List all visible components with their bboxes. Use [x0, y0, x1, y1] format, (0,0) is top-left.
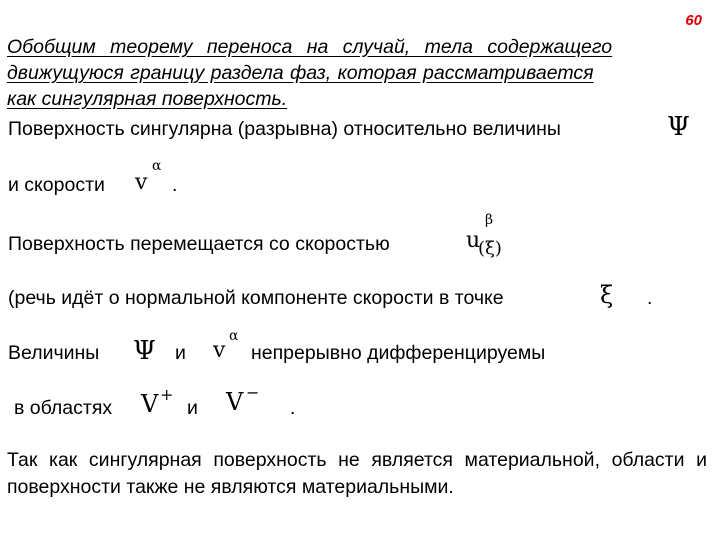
normal-component-text: (речь идёт о нормальной компоненте скорости в точке [8, 287, 504, 309]
alpha-superscript: α [152, 158, 162, 174]
page-number: 60 [685, 12, 702, 29]
in-regions-text: в областях [14, 397, 113, 419]
and-word-1: и [175, 342, 186, 364]
psi-symbol: Ψ [667, 112, 690, 142]
v-plus-symbol: V [141, 390, 159, 418]
differentiable-text: непрерывно дифференцируемы [251, 342, 546, 364]
quantities-label: Величины [8, 342, 100, 364]
v-symbol: v [135, 170, 148, 195]
beta-superscript: β [485, 212, 494, 228]
period-2: . [647, 287, 653, 309]
period-3: . [290, 397, 296, 419]
and-word-2: и [187, 397, 198, 419]
intro-line-2: движущуюся границу раздела фаз, которая рассматривается [7, 62, 594, 84]
period-1: . [172, 174, 178, 196]
xi-symbol: ξ [600, 281, 614, 309]
xi-argument: (ξ) [478, 238, 502, 259]
surface-moves-text: Поверхность перемещается со скоростью [8, 233, 390, 255]
intro-line-3: как сингулярная поверхность. [7, 88, 288, 110]
singular-surface-text: Поверхность сингулярна (разрывна) относительно величины [8, 118, 561, 140]
intro-line-1: Обобщим теорему переноса на случай, тела содержащего [7, 36, 613, 58]
u-symbol: u [466, 228, 481, 253]
psi-symbol-2: Ψ [133, 336, 156, 366]
v-minus-symbol: V [226, 388, 244, 416]
final-paragraph: Так как сингулярная поверхность не является материальной, области и поверхности также не являются материальными. [7, 449, 707, 498]
alpha-superscript-2: α [229, 328, 239, 344]
and-velocity-text: и скорости [8, 174, 105, 196]
v-symbol-2: v [213, 338, 226, 363]
minus-superscript: − [246, 383, 260, 402]
plus-superscript: + [160, 385, 174, 404]
intro-paragraph [7, 34, 713, 112]
